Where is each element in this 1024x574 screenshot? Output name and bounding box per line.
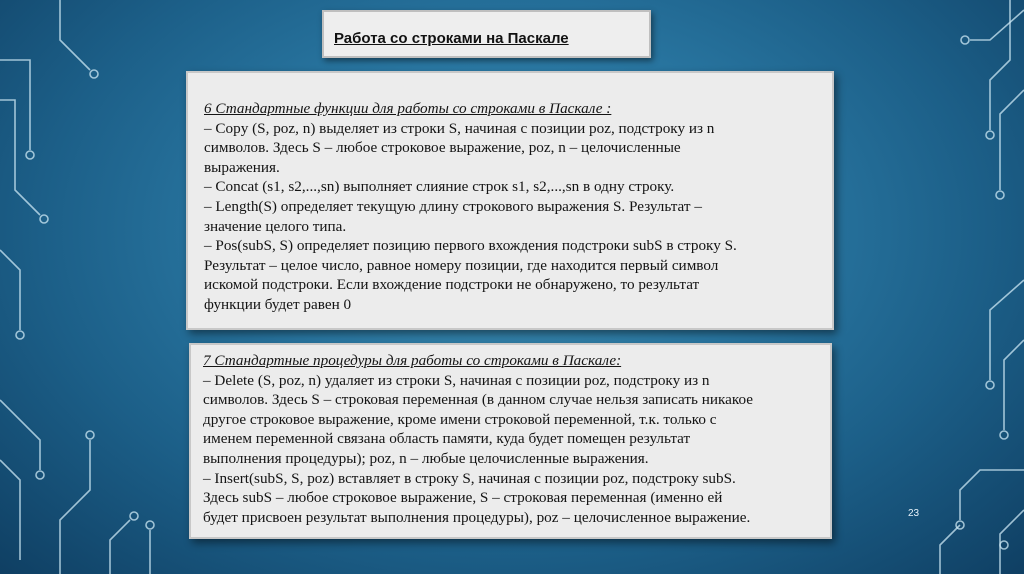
functions-line: – Length(S) определяет текущую длину строкового выражения S. Результат –	[204, 197, 702, 215]
procedures-line: – Insert(subS, S, poz) вставляет в строку S, начиная с позиции poz, подстроку subS.	[203, 469, 736, 487]
procedures-line: – Delete (S, poz, n) удаляет из строки S, начиная с позиции poz, подстроку из n	[203, 371, 710, 389]
procedures-line: символов. Здесь S – строковая переменная (в данном случае нельзя записать никакое	[203, 391, 753, 409]
procedures-line: Здесь subS – любое строковое выражение, S – строковая переменная (именно ей	[203, 489, 723, 507]
functions-heading: 6 Стандартные функции для работы со строками в Паскале :	[204, 100, 612, 117]
right-circuit-nodes	[956, 36, 1008, 549]
page-number: 23	[908, 508, 920, 519]
functions-panel	[186, 71, 834, 330]
functions-line: искомой подстроки. Если вхождение подстроки не обнаружено, то результат	[204, 276, 700, 294]
slide-title: Работа со строками на Паскале	[334, 30, 569, 47]
right-circuit-lines	[940, 0, 1024, 574]
functions-line: – Concat (s1, s2,...,sn) выполняет слияние строк s1, s2,...,sn в одну строку.	[204, 178, 675, 196]
functions-line: – Pos(subS, S) определяет позицию первого вхождения подстроки subS в строку S.	[204, 237, 737, 255]
procedures-line: именем переменной связана область памяти, куда будет помещен результат	[203, 430, 691, 448]
procedures-panel	[189, 343, 832, 539]
procedures-line: будет присвоен результат выполнения процедуры), poz – целочисленное выражение.	[203, 508, 751, 526]
functions-line: – Copy (S, poz, n) выделяет из строки S, начиная с позиции poz, подстроку из n	[204, 119, 715, 137]
procedures-heading: 7 Стандартные процедуры для работы со строками в Паскале:	[203, 352, 622, 369]
functions-line: значение целого типа.	[204, 217, 347, 235]
functions-line: выражения.	[204, 158, 280, 176]
functions-line: Результат – целое число, равное номеру позиции, где находится первый символ	[204, 256, 719, 274]
left-circuit-lines	[0, 0, 150, 574]
procedures-line: выполнения процедуры); poz, n – любые целочисленные выражения.	[203, 449, 649, 467]
left-circuit-nodes	[16, 70, 154, 529]
functions-line: символов. Здесь S – любое строковое выражение, poz, n – целочисленные	[204, 139, 681, 157]
procedures-line: другое строковое выражение, кроме имени строковой переменной, т.к. только с	[203, 410, 717, 428]
functions-line: функции будет равен 0	[204, 295, 352, 313]
title-box	[322, 10, 651, 58]
